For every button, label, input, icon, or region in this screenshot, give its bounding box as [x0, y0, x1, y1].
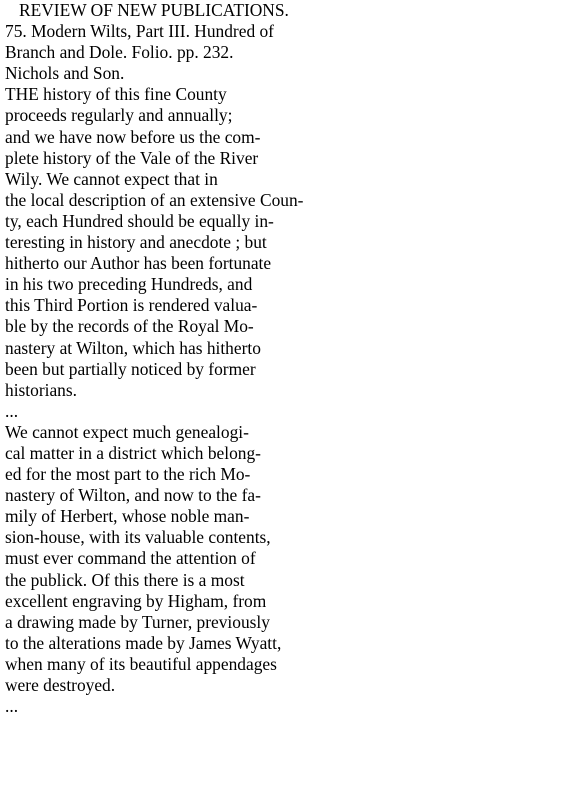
- paragraph-line: Wily. We cannot expect that in: [5, 168, 218, 189]
- document-page: [5, 0, 570, 717]
- paragraph-line: hitherto our Author has been fortunate: [5, 253, 272, 274]
- paragraph-line: mily of Herbert, whose noble man-: [5, 506, 250, 527]
- book-citation: [5, 21, 570, 84]
- paragraph-line: excellent engraving by Higham, from: [5, 590, 267, 611]
- ellipsis-separator: ...: [5, 400, 19, 421]
- paragraph-line: the local description of an extensive Coun-: [5, 189, 304, 210]
- paragraph-line: nastery at Wilton, which has hitherto: [5, 337, 261, 358]
- paragraph-line: plete history of the Vale of the River: [5, 147, 259, 168]
- paragraph-line: historians.: [5, 379, 77, 400]
- paragraph-line: this Third Portion is rendered valua-: [5, 295, 258, 316]
- paragraph-line: We cannot expect much genealogi-: [5, 421, 249, 442]
- paragraph-history: [5, 84, 570, 400]
- paragraph-line: ed for the most part to the rich Mo-: [5, 464, 251, 485]
- paragraph-line: proceeds regularly and annually;: [5, 105, 233, 126]
- paragraph-line: been but partially noticed by former: [5, 358, 256, 379]
- paragraph-line: were destroyed.: [5, 675, 116, 695]
- paragraph-line: ty, each Hundred should be equally in-: [5, 210, 274, 231]
- citation-line: 75. Modern Wilts, Part III. Hundred of: [5, 21, 274, 42]
- paragraph-line: the publick. Of this there is a most: [5, 569, 245, 590]
- paragraph-line: THE history of this fine County: [5, 84, 227, 105]
- citation-line: Branch and Dole. Folio. pp. 232.: [5, 42, 234, 63]
- paragraph-genealogy: [5, 422, 570, 696]
- paragraph-line: to the alterations made by James Wyatt,: [5, 632, 282, 653]
- ellipsis-separator: ...: [5, 696, 19, 717]
- page-heading: REVIEW OF NEW PUBLICATIONS.: [19, 0, 289, 20]
- paragraph-line: when many of its beautiful appendages: [5, 653, 277, 674]
- paragraph-line: cal matter in a district which belong-: [5, 442, 261, 463]
- paragraph-line: in his two preceding Hundreds, and: [5, 274, 253, 295]
- paragraph-line: a drawing made by Turner, previously: [5, 611, 270, 632]
- paragraph-line: must ever command the attention of: [5, 548, 256, 569]
- paragraph-line: nastery of Wilton, and now to the fa-: [5, 485, 261, 506]
- paragraph-line: sion-house, with its valuable contents,: [5, 527, 271, 548]
- paragraph-line: ble by the records of the Royal Mo-: [5, 316, 254, 337]
- paragraph-line: and we have now before us the com-: [5, 126, 261, 147]
- citation-line: Nichols and Son.: [5, 63, 125, 84]
- paragraph-line: teresting in history and anecdote ; but: [5, 232, 267, 253]
